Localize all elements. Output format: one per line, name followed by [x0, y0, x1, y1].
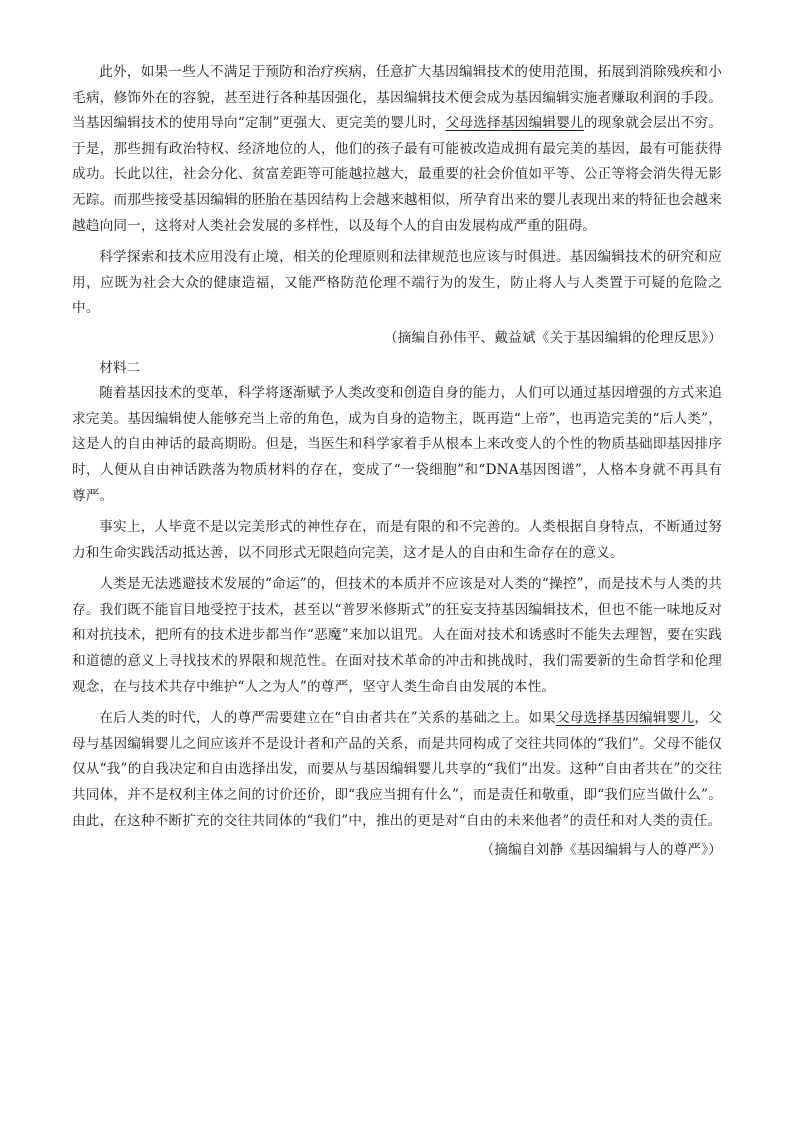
- paragraph-3: 随着基因技术的变革，科学将逐渐赋予人类改变和创造自身的能力，人们可以通过基因增强的方式来追求完美。基因编辑使人能够充当上帝的角色，成为自身的造物主，既再造“上帝”，也再造完美的“后人类”，这是人的自由神话的最高期盼。但是，当医生和科学家着手从根本上来改变人的个性的物质基础即基因排序时，人便从自由神话跌落为物质材料的存在，变成了“一袋细胞”和“DNA基因图谱”，人格本身就不再具有尊严。: [72, 385, 722, 504]
- paragraph-2: 科学探索和技术应用没有止境，相关的伦理原则和法律规范也应该与时俱进。基因编辑技术的研究和应用，应既为社会大众的健康造福，又能严格防范伦理不端行为的发生，防止将人与人类置于可疑的危险之中。: [72, 249, 722, 317]
- source-citation-2: （摘编自刘静《基因编辑与人的尊严》）: [480, 842, 722, 859]
- paragraph-5: 人类是无法逃避技术发展的“命运”的，但技术的本质并不应该是对人类的“操控”，而是技术与人类的共存。我们既不能盲目地受控于技术，甚至以“普罗米修斯式”的狂妄支持基因编辑技术，但也不能一味地反对和对抗技术，把所有的技术进步都当作“恶魔”来加以诅咒。人在面对技术和诱惑时不能失去理智，要在实践和道德的意义上寻找技术的界限和规范性。在面对技术革命的冲击和挑战时，我们需要新的生命哲学和伦理观念，在与技术共存中维护“人之为人”的尊严，坚守人类生命自由发展的本性。: [72, 576, 722, 695]
- underlined-phrase: 父母选择基因编辑婴儿: [445, 115, 584, 132]
- paragraph-4: 事实上，人毕竟不是以完美形式的神性存在，而是有限的和不完善的。人类根据自身特点，不断通过努力和生命实践活动抵达善，以不同形式无限趋向完美，这才是人的自由和生命存在的意义。: [72, 519, 722, 561]
- underlined-phrase: 父母选择基因编辑婴儿: [556, 710, 695, 727]
- paragraph-6: 在后人类的时代，人的尊严需要建立在“自由者共在”关系的基础之上。如果父母选择基因编辑婴儿，父母与基因编辑婴儿之间应该并不是设计者和产品的关系，而是共同构成了交往共同体的“我们”。父母不能仅仅从“我”的自我决定和自由选择出发，而要从与基因编辑婴儿共享的“我们”出发。这种“自由者共在”的交往共同体，并不是权利主体之间的讨价还价，即“我应当拥有什么”，而是责任和敬重，即“我们应当做什么”。由此，在这种不断扩充的交往共同体的“我们”中，推出的更是对“自由的未来他者”的责任和对人类的责任。: [72, 710, 722, 829]
- paragraph-1: 此外，如果一些人不满足于预防和治疗疾病，任意扩大基因编辑技术的使用范围，拓展到消除残疾和小毛病，修饰外在的容貌，甚至进行各种基因强化，基因编辑技术便会成为基因编辑实施者赚取利润的手段。当基因编辑技术的使用导向“定制”更强大、更完美的婴儿时，父母选择基因编辑婴儿的现象就会层出不穷。于是，那些拥有政治特权、经济地位的人，他们的孩子最有可能被改造成拥有最完美的基因，最有可能获得成功。长此以往，社会分化、贫富差距等可能越拉越大，最重要的社会价值如平等、公正等将会消失得无影无踪。而那些接受基因编辑的胚胎在基因结构上会越来越相似，所孕育出来的婴儿表现出来的特征也会越来越趋向同一，这将对人类社会发展的多样性，以及每个人的自由发展构成严重的阻碍。: [72, 64, 723, 234]
- document-page: [72, 60, 722, 868]
- source-citation-1: （摘编自孙伟平、戴益斌《关于基因编辑的伦理反思》）: [383, 329, 722, 346]
- section-heading-material-2: 材料二: [99, 359, 141, 376]
